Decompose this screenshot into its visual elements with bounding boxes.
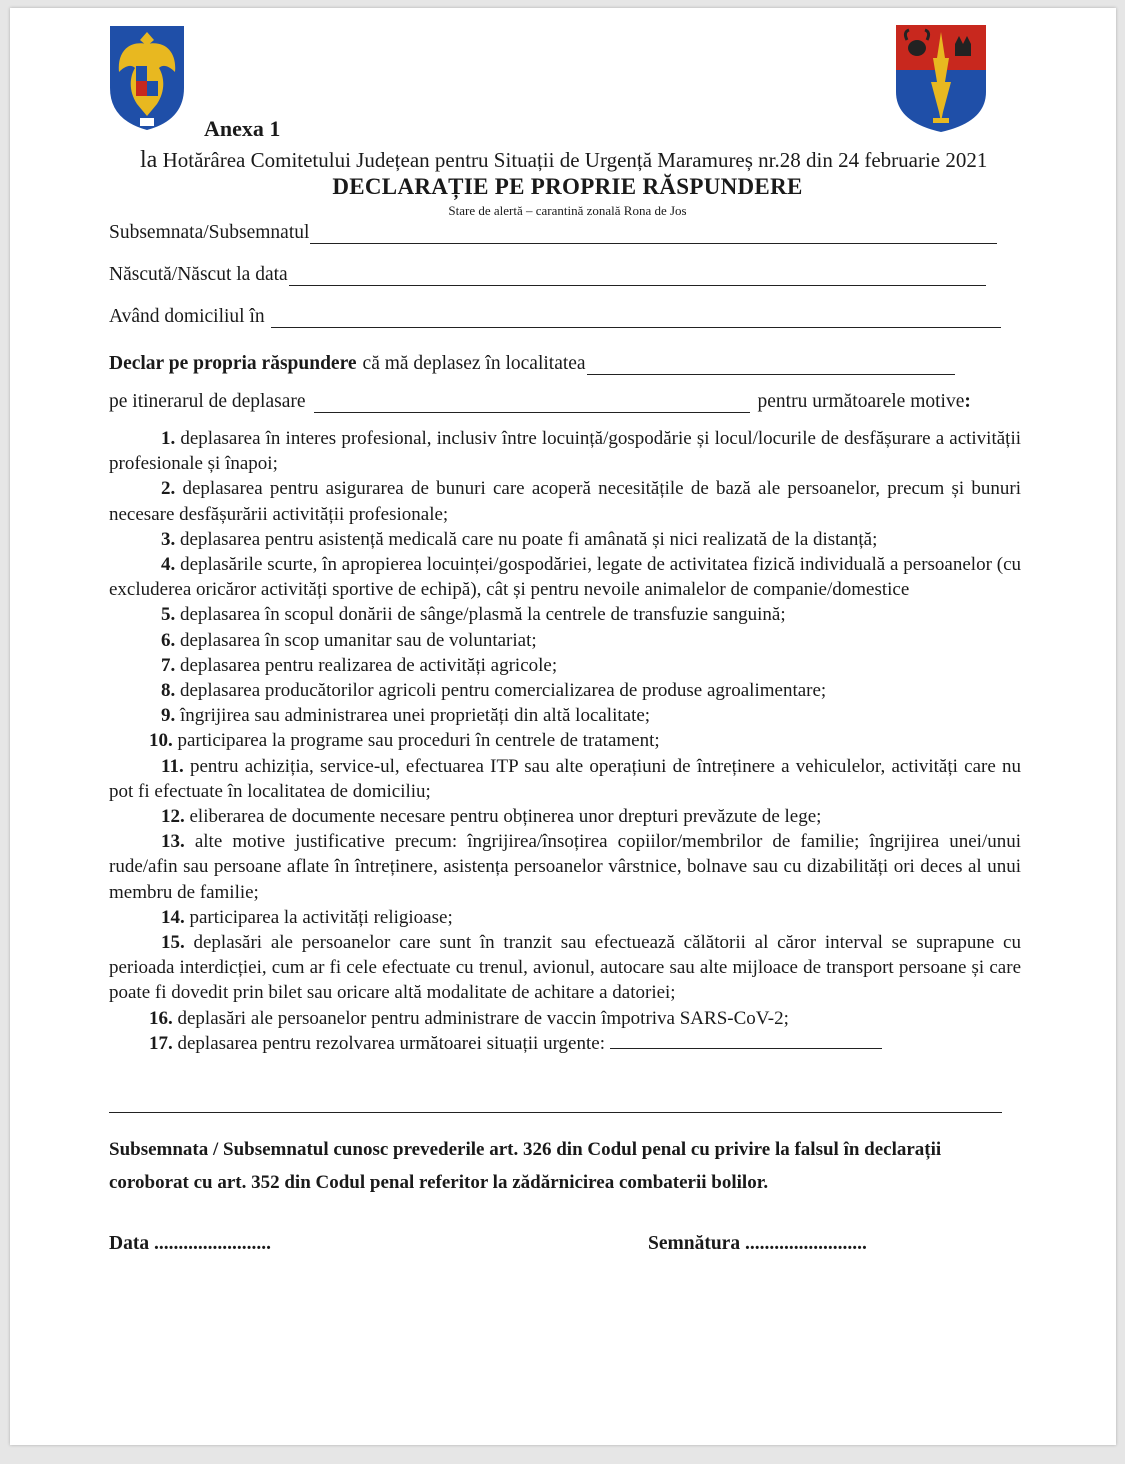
date-label: Data [109,1233,150,1254]
reason-item: 10. participarea la programe sau proceduri în centrele de tratament; [149,730,660,752]
reason-item: 8. deplasarea producătorilor agricoli pentru comercializarea de produse agroalimentare; [161,680,827,702]
declaration-text: că mă deplasez în localitatea [362,353,586,374]
declaration-bold: Declar pe propria răspundere [109,353,357,374]
reason-item: 9. îngrijirea sau administrarea unei proprietăți din altă localitate; [161,705,651,727]
signature-blank[interactable]: ......................... [744,1233,867,1254]
route-blank[interactable] [314,394,750,413]
reason-item: 1. deplasarea în interes profesional, inclusiv între locuință/gospodărie și locul/locurile de desfășurare a activității profesionale și înapoi; [109,428,1022,475]
destination-blank[interactable] [587,356,955,375]
annex-label: Anexa 1 [204,116,281,141]
reason-item: 4. deplasările scurte, în apropierea locuinței/gospodăriei, legate de activitatea fizică individuală a persoanelor (cu excluderea oricăror activități sportive de echipă), cât și pentru nevoile animalelor de companie/domestice [109,554,1022,601]
address-blank[interactable] [271,309,1001,328]
reason-item: 2. deplasarea pentru asigurarea de bunuri care acoperă necesitățile de bază ale persoanelor, precum și bunuri necesare desfășurării activității profesionale; [109,478,1022,525]
name-blank[interactable] [310,225,997,244]
reason-item: 11. pentru achiziția, service-ul, efectuarea ITP sau alte operațiuni de întreținere a vehiculelor, activități care nu pot fi efectuate în localitatea de domiciliu; [109,755,1022,802]
date-signature-field [109,1233,271,1255]
signature-label: Semnătura [648,1233,741,1254]
decision-text: Hotărârea Comitetului Județean pentru Situații de Urgență Maramureș nr.28 din 24 februarie 2021 [162,148,988,172]
reason-item: 5. deplasarea în scopul donării de sânge/plasmă la centrele de transfuzie sanguină; [161,604,786,626]
separator-line [109,1112,1002,1113]
route-label: pe itinerarul de deplasare [109,391,306,412]
birth-date-field [109,264,986,286]
reason-item: 15. deplasări ale persoanelor care sunt în tranzit sau efectuează călătorii al căror interval se suprapune cu perioada interdicției, cum ar fi cele efectuate cu trenul, avionul, autocare sau alte mijloace de transport persoane și care poate fi dovedit prin bilet sau oricare altă modalitate de achitare a datoriei; [109,932,1021,1004]
address-field [109,306,1001,328]
name-label: Subsemnata/Subsemnatul [109,222,310,243]
name-field [109,222,997,244]
romania-coat-of-arms-icon [107,22,187,132]
signature-field [648,1233,867,1255]
reasons-list [109,426,1021,1056]
document-page [10,8,1116,1445]
address-label: Având domiciliul în [109,306,265,327]
reason-item: 16. deplasări ale persoanelor pentru administrare de vaccin împotriva SARS-CoV-2; [149,1007,789,1029]
legal-warning: Subsemnata / Subsemnatul cunosc prevederile art. 326 din Codul penal cu privire la falsul în declarații coroborat cu art. 352 din Codul penal referitor la zădărnicirea combaterii bolilor. [109,1139,942,1193]
decision-reference [140,147,1020,174]
maramures-county-coat-of-arms-icon [893,22,989,134]
birth-date-blank[interactable] [289,267,986,286]
decision-prefix: la [140,147,158,173]
date-blank[interactable]: ........................ [153,1233,271,1254]
reason-item: 17. deplasarea pentru rezolvarea următoarei situații urgente: [109,1031,1021,1056]
reason-item: 3. deplasarea pentru asistență medicală care nu poate fi amânată și nici realizată de la distanță; [161,528,878,550]
reason-item: 6. deplasarea în scop umanitar sau de voluntariat; [161,629,537,651]
reason-item: 12. eliberarea de documente necesare pentru obținerea unor drepturi prevăzute de lege; [161,806,822,828]
birth-date-label: Născută/Născut la data [109,264,288,285]
reasons-colon: : [964,391,971,412]
reason-item: 13. alte motive justificative precum: îngrijirea/însoțirea copiilor/membrilor de familie; îngrijirea unei/unui rude/afin sau persoane aflate în întreținere, asistența persoanelor vârstnice, bolnave sau cu dizabilități ori deces al unui membru de familie; [109,831,1021,903]
document-title: DECLARAȚIE PE PROPRIE RĂSPUNDERE [332,174,803,199]
reasons-label: pentru următoarele motive [757,391,965,412]
reason-item: 7. deplasarea pentru realizarea de activități agricole; [161,654,558,676]
urgent-situation-blank[interactable] [610,1034,882,1049]
reason-item: 14. participarea la activități religioase; [161,906,453,928]
destination-field [109,353,955,375]
document-subtitle: Stare de alertă – carantină zonală Rona de Jos [448,203,687,218]
route-field [109,391,971,413]
